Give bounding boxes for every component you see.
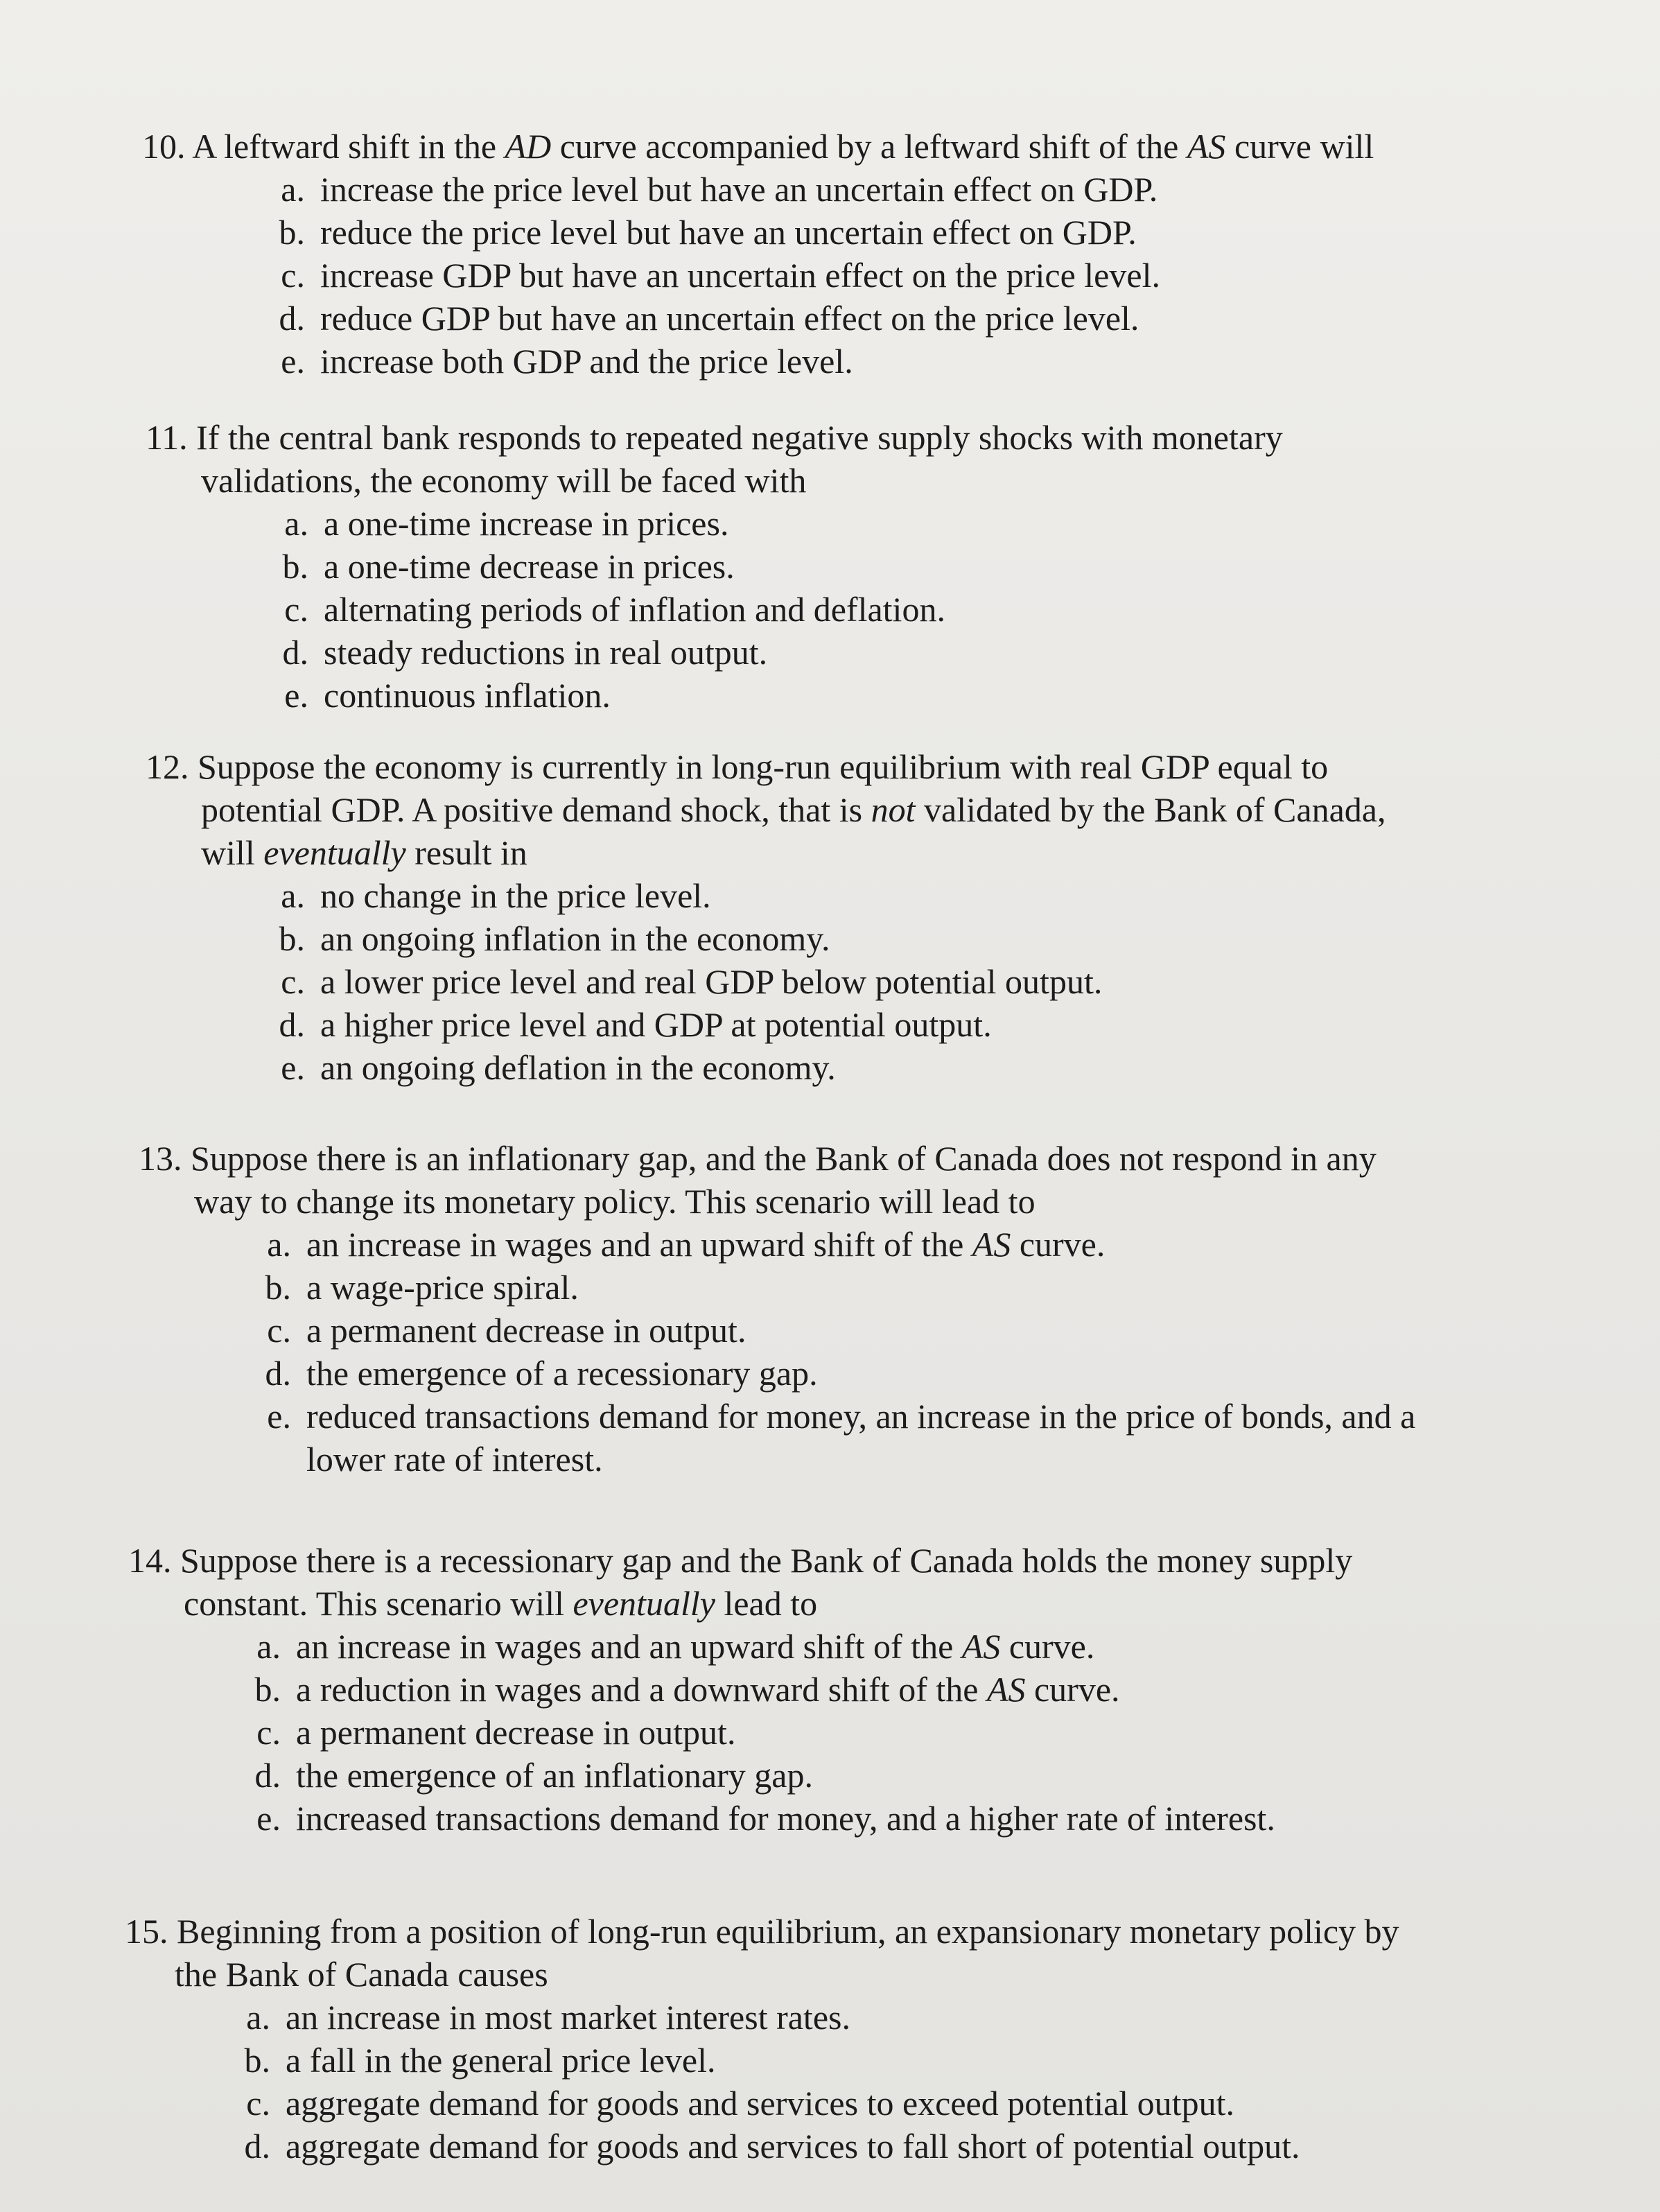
choice-text: increased transactions demand for money, and a higher rate of interest. [296, 1799, 1275, 1838]
choice-letter: c. [284, 590, 308, 629]
choice-text: continuous inflation. [324, 676, 611, 715]
question-stem [125, 1910, 1399, 1953]
stem-text: lead to [715, 1584, 818, 1623]
choice-text: a permanent decrease in output. [306, 1311, 746, 1350]
choice-letter: d. [279, 1005, 305, 1044]
choice-letter: d. [244, 2127, 270, 2166]
stem-line [146, 788, 1386, 831]
choice-text: increase GDP but have an uncertain effect on the price level. [320, 256, 1160, 295]
choice-text [296, 1668, 1120, 1711]
choice-letter: a. [246, 1998, 270, 2037]
choice-letter: e. [284, 676, 308, 715]
choice-list [236, 1223, 1415, 1481]
stem-text: way to change its monetary policy. This scenario will lead to [194, 1182, 1036, 1221]
choice-text: aggregate demand for goods and services to exceed potential output. [286, 2084, 1234, 2123]
choice-text-italic: AS [986, 1670, 1026, 1709]
choice-text-line: reduced transactions demand for money, an increase in the price of bonds, and a [306, 1397, 1416, 1436]
choice-text-part: curve. [1011, 1225, 1106, 1264]
choice-text: steady reductions in real output. [324, 633, 768, 672]
choice-text: a fall in the general price level. [286, 2041, 716, 2080]
choice-list [250, 168, 1374, 383]
choice-letter: b. [265, 1268, 291, 1307]
choice-b[interactable] [250, 211, 1374, 254]
question-stem [128, 1539, 1352, 1582]
stem-text: constant. This scenario will [184, 1584, 573, 1623]
question-stem [146, 745, 1386, 788]
choice-text: alternating periods of inflation and deflation. [324, 590, 945, 629]
choice-c[interactable] [225, 1711, 1352, 1754]
choice-letter: e. [281, 342, 305, 381]
choice-letter: e. [267, 1397, 291, 1436]
choice-d[interactable] [236, 1352, 1415, 1395]
question-stem [146, 416, 1283, 459]
choice-letter: d. [282, 633, 308, 672]
choice-b[interactable] [253, 545, 1283, 588]
question-number: 14. [128, 1541, 172, 1580]
choice-text: an increase in most market interest rates. [286, 1998, 850, 2037]
question-14 [128, 1539, 1352, 1840]
stem-text: Suppose there is an inflationary gap, and the Bank of Canada does not respond in any [191, 1139, 1377, 1178]
choice-e[interactable] [225, 1797, 1352, 1840]
stem-text: will [201, 833, 264, 872]
choice-letter: e. [256, 1799, 281, 1838]
choice-list [253, 502, 1283, 717]
choice-list [225, 1625, 1352, 1840]
choice-text-part: an increase in wages and an upward shift of the [306, 1225, 972, 1264]
choice-letter: a. [281, 876, 305, 915]
question-number: 13. [139, 1139, 182, 1178]
choice-c[interactable] [250, 254, 1374, 297]
choice-list [215, 1996, 1399, 2168]
choice-a[interactable] [250, 168, 1374, 211]
choice-c[interactable] [236, 1309, 1415, 1352]
choice-text: the emergence of a recessionary gap. [306, 1354, 818, 1393]
stem-line [146, 831, 1386, 874]
choice-text: a lower price level and real GDP below potential output. [320, 962, 1103, 1001]
choice-letter: b. [282, 547, 308, 586]
choice-text: no change in the price level. [320, 876, 711, 915]
choice-b[interactable] [250, 917, 1386, 960]
stem-text: curve accompanied by a leftward shift of the [551, 127, 1187, 166]
choice-letter: b. [254, 1670, 281, 1709]
choice-text: a permanent decrease in output. [296, 1713, 736, 1752]
question-15 [125, 1910, 1399, 2168]
choice-text: a wage-price spiral. [306, 1268, 579, 1307]
choice-text: increase both GDP and the price level. [320, 342, 853, 381]
stem-italic: eventually [263, 833, 406, 872]
choice-letter: a. [256, 1627, 281, 1666]
question-stem [142, 125, 1374, 168]
choice-a[interactable] [236, 1223, 1415, 1266]
stem-text: curve will [1225, 127, 1374, 166]
choice-letter: a. [281, 170, 305, 209]
choice-text [296, 1625, 1094, 1668]
choice-text-part: a reduction in wages and a downward shift of the [296, 1670, 987, 1709]
choice-text [306, 1223, 1105, 1266]
choice-c[interactable] [250, 960, 1386, 1003]
choice-a[interactable] [225, 1625, 1352, 1668]
choice-d[interactable] [253, 631, 1283, 674]
choice-text: a higher price level and GDP at potential output. [320, 1005, 992, 1044]
choice-letter: c. [256, 1713, 281, 1752]
choice-text-italic: AS [961, 1627, 1001, 1666]
choice-text: reduce GDP but have an uncertain effect on the price level. [320, 299, 1139, 338]
choice-c[interactable] [215, 2082, 1399, 2125]
question-13 [139, 1137, 1415, 1481]
choice-e[interactable] [236, 1395, 1415, 1481]
choice-letter: d. [254, 1756, 281, 1795]
question-number: 11. [146, 418, 188, 457]
stem-text: potential GDP. A positive demand shock, that is [201, 790, 871, 829]
choice-text [306, 1395, 1415, 1481]
choice-letter: b. [244, 2041, 270, 2080]
stem-text: validations, the economy will be faced with [201, 461, 807, 500]
stem-text: result in [405, 833, 527, 872]
choice-c[interactable] [253, 588, 1283, 631]
choice-b[interactable] [236, 1266, 1415, 1309]
choice-text: a one-time increase in prices. [324, 504, 729, 543]
stem-text: Suppose there is a recessionary gap and the Bank of Canada holds the money supply [180, 1541, 1353, 1580]
choice-text: a one-time decrease in prices. [324, 547, 735, 586]
choice-a[interactable] [215, 1996, 1399, 2039]
choice-text-part: curve. [1000, 1627, 1095, 1666]
choice-letter: c. [281, 256, 305, 295]
choice-letter: c. [281, 962, 305, 1001]
choice-text-line: lower rate of interest. [306, 1440, 603, 1479]
choice-letter: d. [265, 1354, 291, 1393]
stem-italic: not [871, 790, 916, 829]
choice-text: aggregate demand for goods and services to fall short of potential output. [286, 2127, 1300, 2166]
stem-italic: AS [1187, 127, 1226, 166]
stem-text: Beginning from a position of long-run equilibrium, an expansionary monetary policy by [177, 1912, 1399, 1951]
stem-text: Suppose the economy is currently in long-run equilibrium with real GDP equal to [198, 747, 1329, 786]
choice-d[interactable] [250, 1003, 1386, 1046]
choice-d[interactable] [215, 2125, 1399, 2168]
choice-text: the emergence of an inflationary gap. [296, 1756, 813, 1795]
stem-italic: eventually [573, 1584, 715, 1623]
question-number: 10. [142, 127, 186, 166]
choice-b[interactable] [215, 2039, 1399, 2082]
choice-text: an ongoing deflation in the economy. [320, 1048, 836, 1087]
choice-letter: d. [279, 299, 305, 338]
choice-letter: b. [279, 213, 305, 252]
choice-text-italic: AS [972, 1225, 1011, 1264]
question-number: 12. [146, 747, 189, 786]
choice-e[interactable] [253, 674, 1283, 717]
choice-letter: a. [284, 504, 308, 543]
stem-text: validated by the Bank of Canada, [915, 790, 1386, 829]
choice-letter: a. [267, 1225, 291, 1264]
choice-a[interactable] [250, 874, 1386, 917]
choice-b[interactable] [225, 1668, 1352, 1711]
stem-text: A leftward shift in the [192, 127, 505, 166]
choice-a[interactable] [253, 502, 1283, 545]
choice-letter: c. [246, 2084, 270, 2123]
choice-d[interactable] [225, 1754, 1352, 1797]
choice-text-part: an increase in wages and an upward shift of the [296, 1627, 962, 1666]
question-11 [146, 416, 1283, 717]
question-12 [146, 745, 1386, 1089]
choice-letter: e. [281, 1048, 305, 1087]
choice-text: increase the price level but have an uncertain effect on GDP. [320, 170, 1158, 209]
choice-e[interactable] [250, 340, 1374, 383]
question-stem [139, 1137, 1415, 1180]
stem-text: the Bank of Canada causes [175, 1955, 548, 1994]
question-number: 15. [125, 1912, 168, 1951]
stem-line [128, 1582, 1352, 1625]
choice-letter: b. [279, 919, 305, 958]
stem-italic: AD [505, 127, 552, 166]
question-10 [142, 125, 1374, 383]
stem-text: If the central bank responds to repeated negative supply shocks with monetary [196, 418, 1283, 457]
choice-list [250, 874, 1386, 1089]
choice-text: reduce the price level but have an uncertain effect on GDP. [320, 213, 1137, 252]
choice-e[interactable] [250, 1046, 1386, 1089]
choice-d[interactable] [250, 297, 1374, 340]
choice-text-part: curve. [1025, 1670, 1120, 1709]
choice-letter: c. [267, 1311, 291, 1350]
choice-text: an ongoing inflation in the economy. [320, 919, 830, 958]
